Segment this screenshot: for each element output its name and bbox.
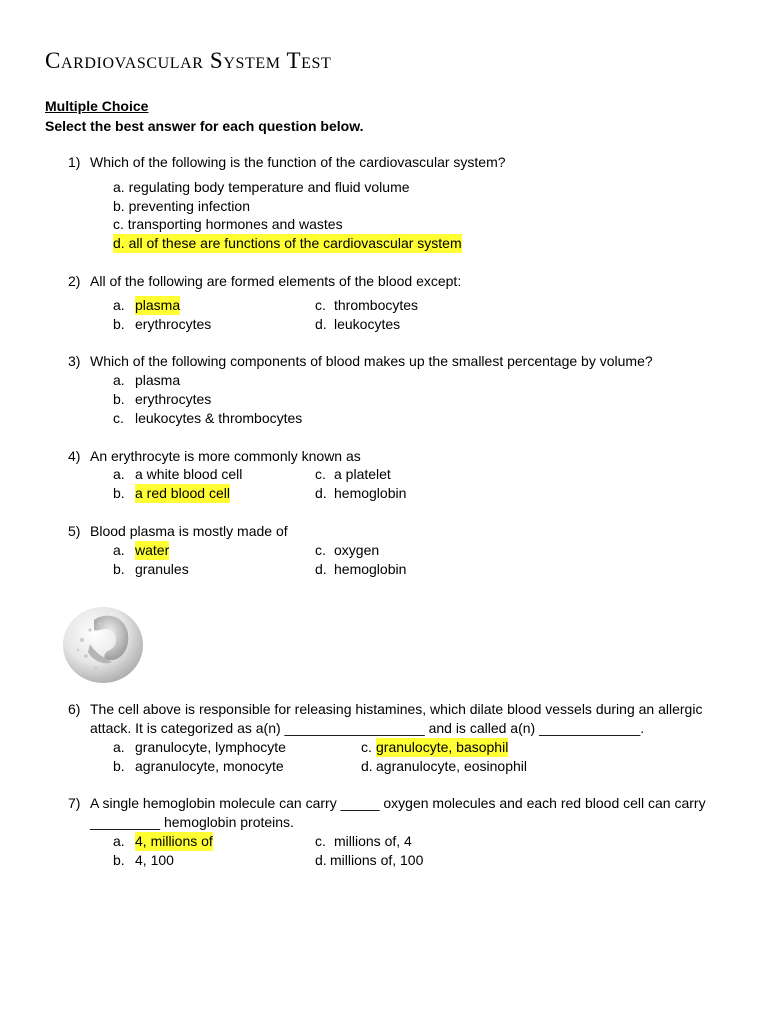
- section-instruction: Select the best answer for each question below.: [45, 118, 364, 134]
- option-c: oxygen: [334, 542, 380, 558]
- option-c-answer: granulocyte, basophil: [376, 739, 509, 755]
- option-letter: d.: [315, 316, 327, 332]
- question-text-line-2: attack. It is categorized as a(n) __________________ and is called a(n) _____________.: [90, 720, 645, 736]
- option-letter: a.: [113, 833, 125, 849]
- question-text: All of the following are formed elements of the blood except:: [90, 273, 462, 289]
- option-letter: b.: [113, 758, 125, 774]
- question-number: 3): [68, 353, 81, 369]
- basophil-cell-illustration: [60, 600, 146, 686]
- option-letter: b.: [113, 485, 125, 501]
- option-a: granulocyte, lymphocyte: [135, 739, 286, 755]
- option-c: c. transporting hormones and wastes: [113, 216, 343, 232]
- option-letter: b.: [113, 391, 125, 407]
- question-text: Which of the following components of blood makes up the smallest percentage by volume?: [90, 353, 653, 369]
- option-letter: d.: [361, 758, 373, 774]
- question-number: 2): [68, 273, 81, 289]
- option-b: 4, 100: [135, 852, 174, 868]
- option-a-answer: plasma: [135, 297, 181, 313]
- option-letter: c.: [113, 410, 124, 426]
- page-title: Cardiovascular System Test: [45, 48, 332, 73]
- option-a: plasma: [135, 372, 181, 388]
- option-letter: a.: [113, 297, 125, 313]
- option-a-answer: 4, millions of: [135, 833, 213, 849]
- question-number: 4): [68, 448, 81, 464]
- question-number: 5): [68, 523, 81, 539]
- question-number: 7): [68, 795, 81, 811]
- option-letter: b.: [113, 316, 125, 332]
- option-b-answer: a red blood cell: [135, 485, 230, 501]
- option-letter: d.: [315, 561, 327, 577]
- option-letter: c.: [315, 542, 326, 558]
- section-heading: Multiple Choice: [45, 98, 149, 114]
- option-b: granules: [135, 561, 189, 577]
- option-d-answer: d. all of these are functions of the cardiovascular system: [113, 235, 462, 251]
- option-b: b. preventing infection: [113, 198, 250, 214]
- question-text: An erythrocyte is more commonly known as: [90, 448, 361, 464]
- option-letter: a.: [113, 739, 125, 755]
- question-number: 6): [68, 701, 81, 717]
- option-letter: a.: [113, 466, 125, 482]
- option-letter: c.: [315, 466, 326, 482]
- option-letter: b.: [113, 852, 125, 868]
- option-c: millions of, 4: [334, 833, 412, 849]
- question-text: Which of the following is the function of the cardiovascular system?: [90, 154, 506, 170]
- option-letter: c.: [361, 739, 372, 755]
- option-c: thrombocytes: [334, 297, 419, 313]
- option-a: a. regulating body temperature and fluid volume: [113, 179, 410, 195]
- option-d: millions of, 100: [330, 852, 424, 868]
- option-b: erythrocytes: [135, 391, 212, 407]
- option-d: agranulocyte, eosinophil: [376, 758, 527, 774]
- option-b: erythrocytes: [135, 316, 212, 332]
- question-text-line-1: A single hemoglobin molecule can carry _____ oxygen molecules and each red blood cell can carry: [90, 795, 706, 811]
- question-number: 1): [68, 154, 81, 170]
- question-text-line-2: _________ hemoglobin proteins.: [90, 814, 294, 830]
- option-letter: a.: [113, 372, 125, 388]
- option-b: agranulocyte, monocyte: [135, 758, 284, 774]
- option-a-answer: water: [135, 542, 170, 558]
- option-letter: c.: [315, 833, 326, 849]
- question-text-line-1: The cell above is responsible for releasing histamines, which dilate blood vessels during an allergic: [90, 701, 703, 717]
- option-d: hemoglobin: [334, 561, 407, 577]
- option-letter: d.: [315, 485, 327, 501]
- option-a: a white blood cell: [135, 466, 243, 482]
- option-letter: d.: [315, 852, 327, 868]
- option-letter: c.: [315, 297, 326, 313]
- option-d: leukocytes: [334, 316, 401, 332]
- option-letter: a.: [113, 542, 125, 558]
- option-c-answer: leukocytes & thrombocytes: [135, 410, 303, 426]
- option-d: hemoglobin: [334, 485, 407, 501]
- option-c: a platelet: [334, 466, 391, 482]
- option-letter: b.: [113, 561, 125, 577]
- question-text: Blood plasma is mostly made of: [90, 523, 288, 539]
